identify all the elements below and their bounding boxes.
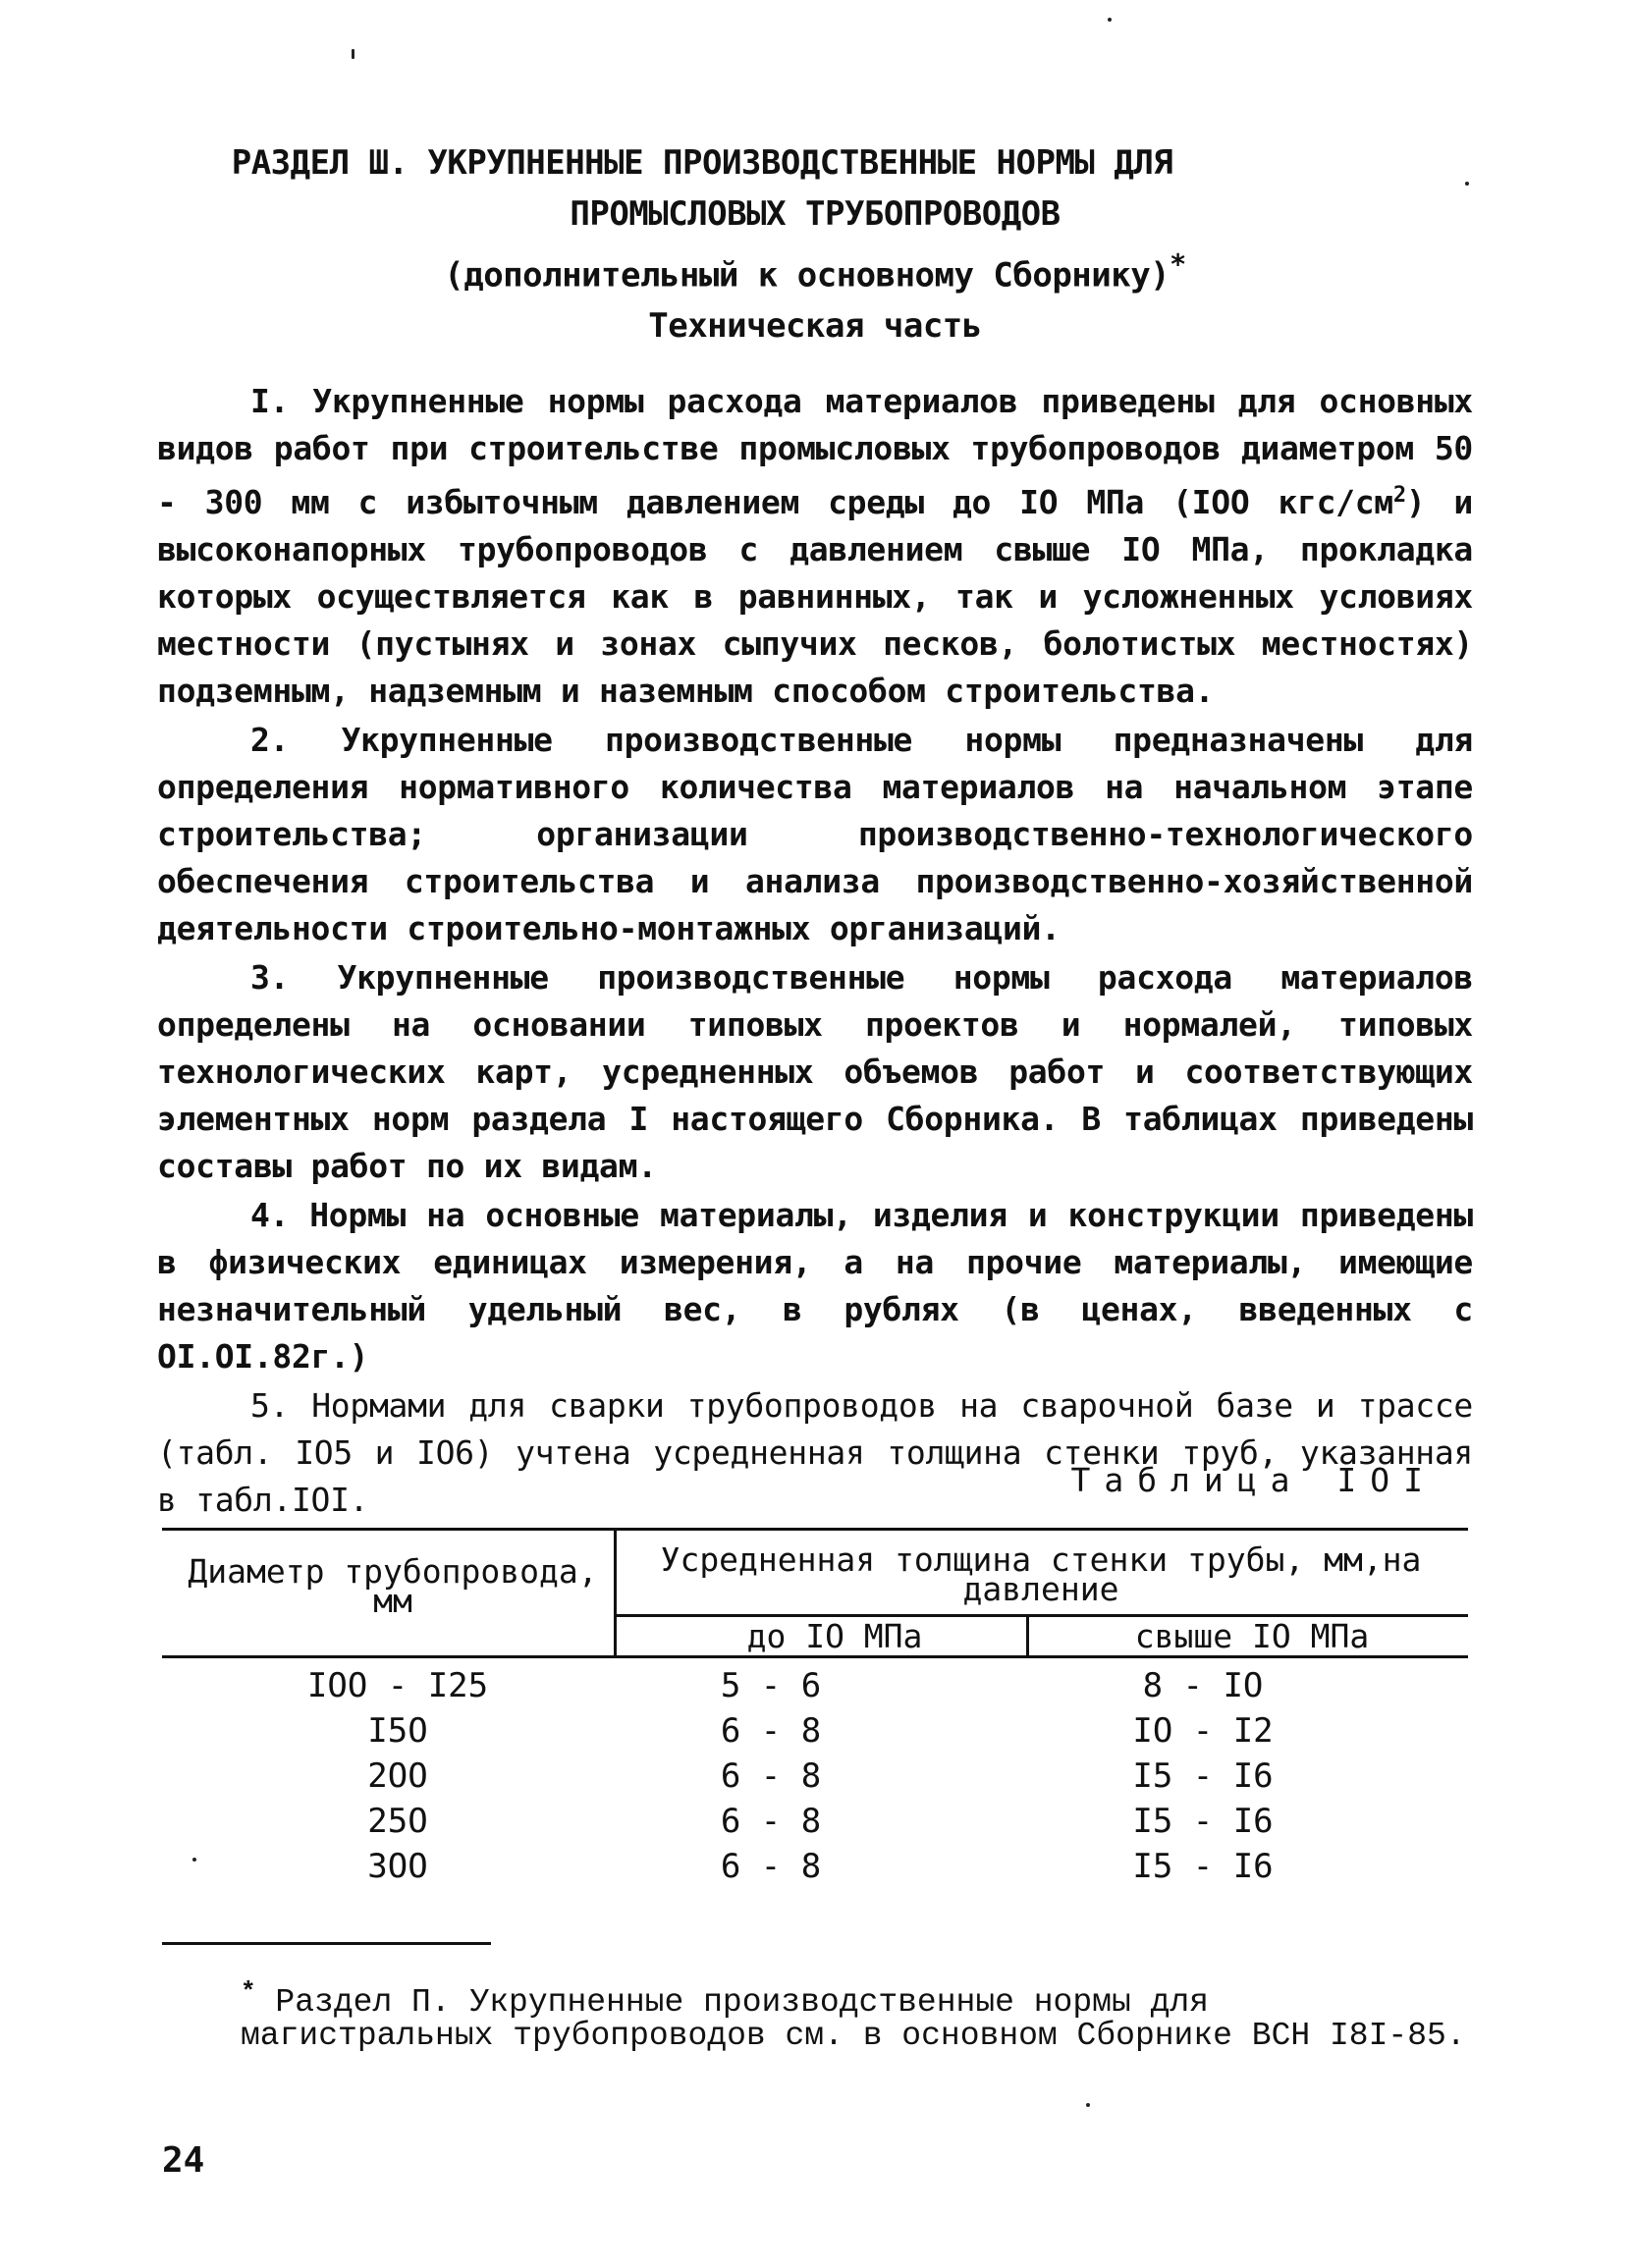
paragraph-5: 5. Нормами для сварки трубопроводов на сварочной базе и трассе (табл. IO5 и IO6) учтена усредненная толщина стенки труб, указанная в табл.IOI. bbox=[157, 1386, 1473, 1519]
title-line-4: Техническая часть bbox=[648, 306, 982, 347]
cell-diameter: 3OO bbox=[367, 1847, 428, 1886]
header-thickness-group: Усредненная толщина стенки трубы, мм,на давление bbox=[660, 1540, 1422, 1608]
cell-low-pressure: 5 - 6 bbox=[720, 1666, 822, 1705]
scan-speck bbox=[1108, 18, 1112, 22]
cell-high-pressure: I5 - I6 bbox=[1132, 1756, 1274, 1796]
technical-part-body bbox=[157, 378, 1473, 1526]
table-subheader-divider bbox=[1026, 1614, 1029, 1655]
cell-diameter: I5O bbox=[367, 1711, 428, 1751]
table-caption: Таблица IOI bbox=[1070, 1461, 1437, 1499]
title-line-3 bbox=[157, 240, 1473, 300]
cell-diameter: 25O bbox=[367, 1802, 428, 1841]
cell-high-pressure: 8 - IO bbox=[1142, 1666, 1264, 1705]
footnote-separator bbox=[162, 1942, 491, 1945]
title-line-1: РАЗДЕЛ Ш. УКРУПНЕННЫЕ ПРОИЗВОДСТВЕННЫЕ НОРМЫ ДЛЯ bbox=[231, 143, 1173, 183]
header-high-pressure: свыше IO МПа bbox=[1134, 1617, 1370, 1655]
scan-speck bbox=[1086, 2103, 1090, 2107]
cell-diameter: IOO - I25 bbox=[306, 1666, 489, 1705]
header-diameter: Диаметр трубопровода, мм bbox=[188, 1552, 598, 1620]
page-number: 24 bbox=[162, 2140, 205, 2181]
scan-speck bbox=[352, 49, 354, 59]
footnote-text: Раздел П. Укрупненные производственные нормы для магистральных трубопроводов см. в основном Сборнике ВСН I8I-85. bbox=[241, 1984, 1466, 2054]
cell-low-pressure: 6 - 8 bbox=[720, 1756, 822, 1796]
table-header-bottom-rule bbox=[162, 1655, 1468, 1658]
cell-high-pressure: I5 - I6 bbox=[1132, 1847, 1274, 1886]
footnote-mark: * bbox=[241, 1977, 256, 2007]
table-header-divider bbox=[614, 1528, 617, 1655]
section-title bbox=[157, 137, 1473, 351]
cell-high-pressure: IO - I2 bbox=[1132, 1711, 1274, 1751]
header-low-pressure: до IO МПа bbox=[746, 1617, 923, 1655]
superscript-2: 2 bbox=[1392, 483, 1406, 508]
title-line-2: ПРОМЫСЛОВЫХ ТРУБОПРОВОДОВ bbox=[570, 194, 1061, 234]
footnote bbox=[241, 1975, 1478, 2053]
table-top-rule bbox=[162, 1528, 1468, 1531]
cell-low-pressure: 6 - 8 bbox=[720, 1802, 822, 1841]
paragraph-2: 2. Укрупненные производственные нормы предназначены для определения нормативного количества материалов на начальном этапе строительства; организации производственно-технологического обеспечения строительства и анализа производственно-хозяйственной деятельности строительно-монтажных организаций. bbox=[157, 721, 1473, 947]
scan-speck bbox=[192, 1858, 196, 1862]
paragraph-1-end: ) и высоконапорных трубопроводов с давлением свыше IO МПа, прокладка которых осуществляется как в равнинных, так и усложненных условиях местности (пустынях и зонах сыпучих песков, болотистых местностях) подземным, надземным и наземным способом строительства. bbox=[157, 483, 1474, 710]
paragraph-1-start: I. Укрупненные нормы расхода материалов приведены для основных видов работ при строительстве промысловых трубопроводов диаметром 50 - 300 мм с избыточным давлением среды до IO МПа (IOO кгс/см bbox=[157, 382, 1473, 521]
paragraph-4: 4. Нормы на основные материалы, изделия и конструкции приведены в физических единицах измерения, а на прочие материалы, имеющие незначительный удельный вес, в рублях (в ценах, введенных с OI.OI.82г.) bbox=[157, 1196, 1473, 1376]
paragraph-1 bbox=[157, 378, 1473, 715]
cell-low-pressure: 6 - 8 bbox=[720, 1847, 822, 1886]
title-subtitle: (дополнительный к основному Сборнику) bbox=[444, 255, 1170, 296]
cell-diameter: 2OO bbox=[367, 1756, 428, 1796]
title-footnote-mark: * bbox=[1170, 248, 1186, 281]
cell-high-pressure: I5 - I6 bbox=[1132, 1802, 1274, 1841]
cell-low-pressure: 6 - 8 bbox=[720, 1711, 822, 1751]
paragraph-3: 3. Укрупненные производственные нормы расхода материалов определены на основании типовых проектов и нормалей, типовых технологических карт, усредненных объемов работ и соответствующих элементных норм раздела I настоящего Сборника. В таблицах приведены составы работ по их видам. bbox=[157, 958, 1473, 1185]
